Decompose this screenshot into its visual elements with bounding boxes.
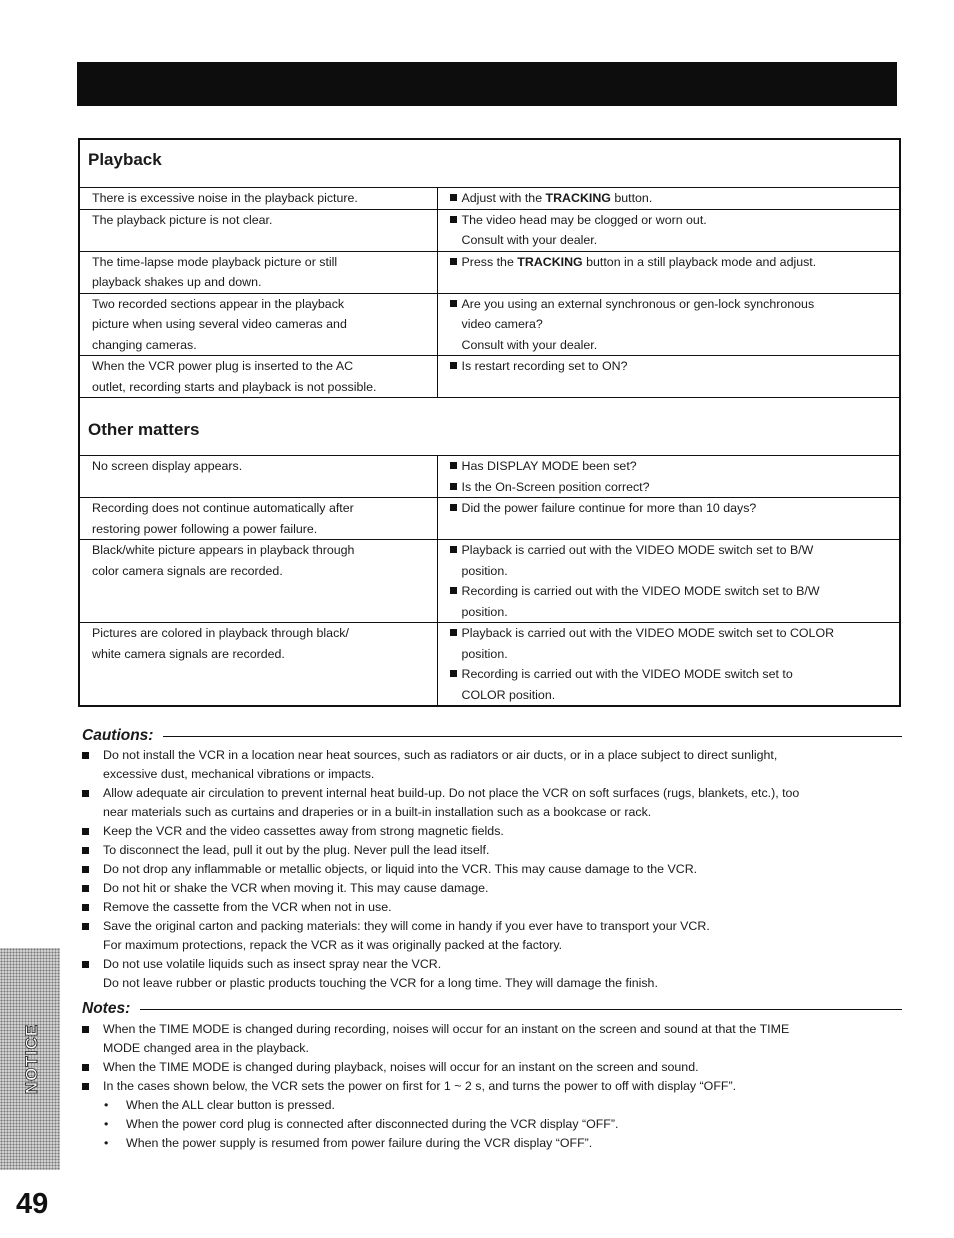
square-bullet-icon [450, 587, 457, 594]
square-bullet-icon [450, 546, 457, 553]
square-bullet-icon [82, 1083, 89, 1090]
cautions-item-text: For maximum protections, repack the VCR as it was originally packed at the factory. [103, 938, 563, 952]
square-bullet-icon [450, 629, 457, 636]
playback-row [80, 293, 899, 356]
symptom-text: Two recorded sections appear in the playback [92, 296, 345, 311]
remedy-text: Press the TRACKING button in a still playback mode and adjust. [450, 252, 896, 273]
side-tab-label: NOTICE [22, 1023, 41, 1095]
symptom-cell [80, 356, 437, 398]
remedy-text: COLOR position. [461, 687, 556, 702]
remedy-text: position. [461, 646, 508, 661]
notes-title: Notes: [82, 1000, 131, 1017]
square-bullet-icon [450, 216, 457, 223]
symptom-text: The time-lapse mode playback picture or still [92, 254, 338, 269]
cautions-item [82, 784, 902, 822]
cautions-item [82, 917, 902, 955]
remedy-text: Consult with your dealer. [461, 233, 598, 247]
remedy-text: Playback is carried out with the VIDEO MODE switch set to B/W [450, 540, 896, 561]
notes-subitem-text: When the power cord plug is connected after disconnected during the VCR display “OFF”. [126, 1117, 619, 1131]
cautions-item-text: Save the original carton and packing materials: they will come in handy if you ever have to transport your VCR. [103, 919, 710, 933]
cautions-item-text: Remove the cassette from the VCR when not in use. [103, 900, 392, 914]
notes-subitem [82, 1096, 902, 1115]
cautions-item [82, 822, 902, 841]
notes-item [82, 1020, 902, 1058]
remedy-cell [437, 540, 899, 623]
remedy-cell [437, 293, 899, 356]
remedy-text: Recording is carried out with the VIDEO MODE switch set to [450, 664, 896, 685]
square-bullet-icon [82, 885, 89, 892]
notes-rule [140, 1009, 902, 1010]
remedy-text: video camera? [461, 317, 543, 331]
cautions-item-text: excessive dust, mechanical vibrations or impacts. [103, 767, 375, 781]
notes-subitem-text: When the power supply is resumed from power failure during the VCR display “OFF”. [126, 1136, 593, 1150]
symptom-text: No screen display appears. [92, 459, 243, 473]
other-matters-row [80, 456, 899, 498]
symptom-cell [80, 456, 437, 498]
cautions-item-text: near materials such as curtains and draperies or in a built-in installation such as a bookcase or rack. [103, 805, 652, 819]
notes-item-text: When the TIME MODE is changed during recording, noises will occur for an instant on the screen and sound at that the TIME [103, 1022, 790, 1036]
remedy-text: Has DISPLAY MODE been set? [450, 456, 896, 477]
symptom-text: Recording does not continue automatically after [92, 501, 354, 515]
remedy-text: Adjust with the TRACKING button. [450, 188, 896, 209]
cautions-item-text: Allow adequate air circulation to prevent internal heat build-up. Do not place the VCR on soft surfaces (rugs, blankets, etc.), too [103, 786, 800, 800]
remedy-text: Is restart recording set to ON? [450, 356, 896, 377]
remedy-text: The video head may be clogged or worn out. [450, 210, 896, 231]
other-matters-table [80, 455, 899, 705]
square-bullet-icon [450, 504, 457, 511]
square-bullet-icon [82, 790, 89, 797]
symptom-text: outlet, recording starts and playback is not possible. [92, 379, 377, 394]
cautions-item-text: Do not drop any inflammable or metallic objects, or liquid into the VCR. This may cause damage to the VCR. [103, 862, 698, 876]
notes-subitem-text: When the ALL clear button is pressed. [126, 1098, 335, 1112]
header-bar [77, 62, 897, 106]
cautions-list [82, 746, 902, 993]
square-bullet-icon [82, 866, 89, 873]
troubleshooting-table [78, 138, 901, 707]
remedy-cell [437, 188, 899, 210]
cautions-item [82, 955, 902, 993]
dot-bullet-icon: • [104, 1136, 109, 1150]
square-bullet-icon [450, 300, 457, 307]
remedy-text: position. [461, 563, 508, 578]
playback-row [80, 251, 899, 293]
notes-item [82, 1058, 902, 1077]
symptom-text: There is excessive noise in the playback picture. [92, 191, 358, 205]
notes-subitem [82, 1134, 902, 1153]
symptom-cell [80, 251, 437, 293]
square-bullet-icon [82, 961, 89, 968]
symptom-cell [80, 293, 437, 356]
remedy-cell [437, 251, 899, 293]
remedy-text: Playback is carried out with the VIDEO MODE switch set to COLOR [450, 623, 896, 644]
cautions-item-text: Do not install the VCR in a location near heat sources, such as radiators or air ducts, or in a place subject to direct sunlight, [103, 748, 778, 762]
square-bullet-icon [82, 904, 89, 911]
remedy-text: Consult with your dealer. [461, 337, 598, 352]
symptom-text: changing cameras. [92, 337, 197, 352]
symptom-text: Black/white picture appears in playback through [92, 543, 355, 557]
square-bullet-icon [450, 194, 457, 201]
cautions-item [82, 879, 902, 898]
symptom-text: restoring power following a power failure. [92, 521, 318, 536]
other-matters-row [80, 498, 899, 540]
square-bullet-icon [450, 362, 457, 369]
notes-heading [82, 1000, 902, 1018]
symptom-text: color camera signals are recorded. [92, 563, 283, 578]
playback-row [80, 188, 899, 210]
square-bullet-icon [82, 847, 89, 854]
notes-list [82, 1020, 902, 1153]
cautions-item-text: Keep the VCR and the video cassettes away from strong magnetic fields. [103, 824, 504, 838]
cautions-item-text: Do not hit or shake the VCR when moving it. This may cause damage. [103, 881, 489, 895]
cautions-item [82, 841, 902, 860]
square-bullet-icon [82, 1026, 89, 1033]
cautions-item-text: Do not use volatile liquids such as insect spray near the VCR. [103, 957, 442, 971]
remedy-text: Did the power failure continue for more than 10 days? [450, 498, 896, 519]
symptom-text: white camera signals are recorded. [92, 646, 285, 661]
square-bullet-icon [450, 462, 457, 469]
square-bullet-icon [82, 1064, 89, 1071]
square-bullet-icon [82, 752, 89, 759]
notes-item-text: MODE changed area in the playback. [103, 1041, 309, 1055]
symptom-cell [80, 209, 437, 251]
cautions-item [82, 860, 902, 879]
notes-item-text: In the cases shown below, the VCR sets the power on first for 1 ~ 2 s, and turns the power to off with display “OFF”. [103, 1079, 737, 1093]
other-matters-row [80, 623, 899, 706]
square-bullet-icon [82, 828, 89, 835]
playback-heading: Playback [88, 150, 162, 169]
remedy-text: Are you using an external synchronous or gen-lock synchronous [450, 294, 896, 315]
symptom-text: The playback picture is not clear. [92, 212, 273, 227]
other-matters-row [80, 540, 899, 623]
symptom-text: playback shakes up and down. [92, 275, 262, 289]
symptom-text: When the VCR power plug is inserted to the AC [92, 359, 354, 373]
remedy-cell [437, 623, 899, 706]
remedy-cell [437, 209, 899, 251]
playback-row [80, 209, 899, 251]
playback-row [80, 356, 899, 398]
remedy-text: Recording is carried out with the VIDEO MODE switch set to B/W [450, 581, 896, 602]
cautions-heading [82, 727, 902, 745]
square-bullet-icon [450, 483, 457, 490]
square-bullet-icon [450, 670, 457, 677]
remedy-cell [437, 456, 899, 498]
cautions-item-text: To disconnect the lead, pull it out by the plug. Never pull the lead itself. [103, 843, 490, 857]
remedy-cell [437, 356, 899, 398]
symptom-cell [80, 498, 437, 540]
remedy-text: Is the On-Screen position correct? [450, 477, 896, 498]
cautions-rule [163, 736, 902, 737]
symptom-text: picture when using several video cameras and [92, 317, 347, 331]
cautions-item-text: Do not leave rubber or plastic products touching the VCR for a long time. They will damage the finish. [103, 976, 658, 990]
dot-bullet-icon: • [104, 1117, 109, 1131]
cautions-item [82, 898, 902, 917]
symptom-cell [80, 540, 437, 623]
symptom-cell [80, 623, 437, 706]
cautions-title: Cautions: [82, 727, 154, 744]
notes-item [82, 1077, 902, 1096]
dot-bullet-icon: • [104, 1098, 109, 1112]
cautions-item [82, 746, 902, 784]
page-number: 49 [16, 1188, 49, 1220]
playback-table [80, 187, 899, 397]
square-bullet-icon [82, 923, 89, 930]
square-bullet-icon [450, 258, 457, 265]
notes-subitem [82, 1115, 902, 1134]
remedy-cell [437, 498, 899, 540]
other-matters-heading: Other matters [80, 397, 899, 455]
symptom-cell [80, 188, 437, 210]
symptom-text: Pictures are colored in playback through black/ [92, 626, 349, 640]
remedy-text: position. [461, 604, 508, 619]
notes-item-text: When the TIME MODE is changed during playback, noises will occur for an instant on the screen and sound. [103, 1060, 699, 1074]
